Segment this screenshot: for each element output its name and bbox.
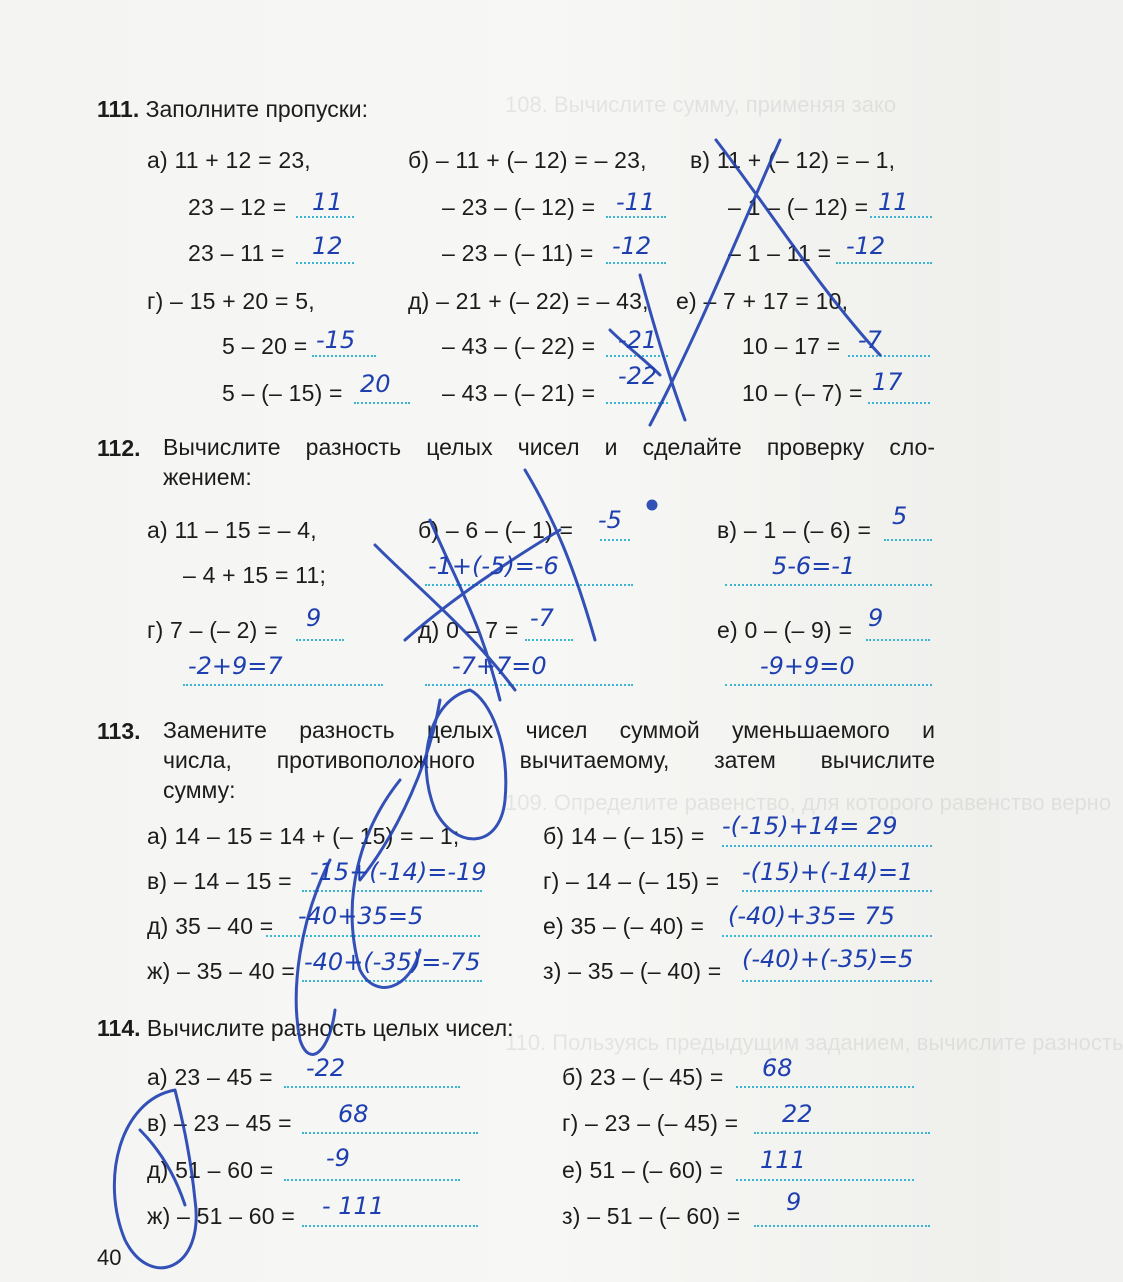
ex111-a-line2: 23 – 11 = (188, 240, 285, 266)
ex114-e-statement: д) 51 – 60 = (147, 1157, 274, 1183)
handwritten-answer: 9 (868, 604, 884, 632)
handwritten-answer: 111 (760, 1146, 806, 1174)
ex113-f-statement: е) 35 – (– 40) = (543, 913, 705, 939)
ex114-g-statement: ж) – 51 – 60 = (147, 1203, 295, 1229)
ex112-d-statement: г) 7 – (– 2) = (147, 617, 278, 643)
ex111-d-line1: 5 – 20 = (222, 333, 308, 359)
ex111-d-statement: г) – 15 + 20 = 5, (147, 288, 315, 314)
bleed-through-text: 109. Определите равенство, для которого равенство верно (505, 790, 1112, 815)
pen-stroke (352, 780, 420, 987)
ex111-f-statement: е) – 7 + 17 = 10, (676, 288, 849, 314)
ex111-b-statement: б) – 11 + (– 12) = – 23, (408, 147, 647, 173)
ex111-e-line1: – 43 – (– 22) = (442, 333, 596, 359)
handwritten-answer: -(15)+(-14)=1 (742, 858, 914, 886)
ex112-title-line1: Вычислите разность целых чисел и сделайте проверку сло- (163, 434, 935, 460)
ex111-d-line2: 5 – (– 15) = (222, 380, 343, 406)
ex111-e-statement: д) – 21 + (– 22) = – 43, (408, 288, 649, 314)
ex113-h-statement: з) – 35 – (– 40) = (543, 958, 722, 984)
handwritten-answer: (-40)+35= 75 (728, 902, 895, 930)
pen-stroke (405, 530, 560, 640)
ex113-a-statement: а) 14 – 15 = 14 + (– 15) = – 1; (147, 823, 460, 849)
handwritten-check: -1+(-5)=-6 (428, 552, 559, 580)
ex111-c-line1: – 1 – (– 12) = (728, 194, 869, 220)
exercise-number: 114. (97, 1015, 141, 1041)
handwritten-answer: -40+35=5 (298, 902, 424, 930)
ex112-title-line2: жением: (163, 464, 252, 490)
handwritten-answer: -22 (306, 1054, 346, 1082)
ex112-a-statement: а) 11 – 15 = – 4, (147, 517, 317, 543)
ex114-c-statement: в) – 23 – 45 = (147, 1110, 292, 1136)
ex111-e-line2: – 43 – (– 21) = (442, 380, 596, 406)
handwritten-answer: -11 (616, 188, 656, 216)
ex113-title-line2: числа, противоположного вычитаемому, затем вычислите (163, 747, 935, 773)
pen-stroke (610, 330, 660, 375)
ex111-b-line2: – 23 – (– 11) = (442, 240, 594, 266)
ex112-e-statement: д) 0 – 7 = (418, 617, 519, 643)
ex114-f-statement: е) 51 – (– 60) = (562, 1157, 724, 1183)
handwritten-answer: 68 (762, 1054, 793, 1082)
ex112-b-statement: б) – 6 – (– 1) = (418, 517, 574, 543)
handwritten-check: -9+9=0 (760, 652, 855, 680)
ex112-a-check: – 4 + 15 = 11; (183, 562, 327, 588)
ex113-title-line1: Замените разность целых чисел суммой уменьшаемого и (163, 717, 935, 743)
ex112-c-statement: в) – 1 – (– 6) = (717, 517, 872, 543)
handwritten-check: -7+7=0 (452, 652, 547, 680)
ex114-h-statement: з) – 51 – (– 60) = (562, 1203, 741, 1229)
page-number: 40 (97, 1245, 122, 1270)
ex111-a-line1: 23 – 12 = (188, 194, 287, 220)
handwritten-answer: 22 (782, 1100, 813, 1128)
handwritten-answer: -22 (618, 362, 658, 390)
bleed-through-text: 108. Вычислите сумму, применяя зако (505, 92, 897, 117)
ex112-f-statement: е) 0 – (– 9) = (717, 617, 853, 643)
ex111-f-line2: 10 – (– 7) = (742, 380, 863, 406)
handwritten-answer: -5 (598, 506, 622, 534)
exercise-title: Заполните пропуски: (145, 96, 369, 122)
handwritten-answer: 12 (312, 232, 343, 260)
pen-stroke (140, 1130, 185, 1205)
pen-stroke (296, 860, 335, 1054)
handwritten-answer: -12 (846, 232, 886, 260)
handwritten-answer: -7 (858, 326, 882, 354)
handwritten-answer: 20 (360, 370, 391, 398)
handwritten-answer: -(-15)+14= 29 (722, 812, 898, 840)
handwritten-answer: 11 (878, 188, 909, 216)
ex114-d-statement: г) – 23 – (– 45) = (562, 1110, 739, 1136)
handwritten-answer: 9 (306, 604, 322, 632)
handwritten-answer: -21 (618, 326, 658, 354)
handwritten-answer: 17 (872, 368, 903, 396)
handwritten-answer: -15 (316, 326, 356, 354)
handwritten-answer: -7 (530, 604, 554, 632)
ex114-a-statement: а) 23 – 45 = (147, 1064, 273, 1090)
pen-stroke (114, 1090, 196, 1268)
handwritten-answer: -40+(-35)=-75 (304, 948, 481, 976)
ex111-b-line1: – 23 – (– 12) = (442, 194, 596, 220)
handwritten-answer: -12 (612, 232, 652, 260)
ex114-b-statement: б) 23 – (– 45) = (562, 1064, 724, 1090)
pen-dot (648, 501, 656, 509)
handwritten-answer: 68 (338, 1100, 369, 1128)
pen-stroke (375, 545, 515, 690)
handwritten-check: 5-6=-1 (772, 552, 856, 580)
pen-stroke (650, 140, 780, 425)
ex111-c-line2: – 1 – 11 = (728, 240, 832, 266)
handwritten-answer: -15+(-14)=-19 (310, 858, 487, 886)
exercise-number: 111. (97, 96, 140, 122)
pen-stroke (525, 470, 595, 640)
exercise-title: Вычислите разность целых чисел: (146, 1015, 514, 1041)
handwritten-answer: 11 (312, 188, 343, 216)
ex113-d-statement: г) – 14 – (– 15) = (543, 868, 720, 894)
exercise-number: 112. (97, 435, 141, 461)
ex113-e-statement: д) 35 – 40 = (147, 913, 274, 939)
ex113-g-statement: ж) – 35 – 40 = (147, 958, 295, 984)
handwritten-answer: - 111 (322, 1192, 385, 1220)
ex111-a-statement: а) 11 + 12 = 23, (147, 147, 311, 173)
bleed-through-text: 110. Пользуясь предыдущим заданием, вычислите разность (505, 1030, 1123, 1055)
handwritten-answer: -9 (326, 1144, 350, 1172)
ex113-title-line3: сумму: (163, 777, 236, 803)
ex113-c-statement: в) – 14 – 15 = (147, 868, 292, 894)
pen-stroke (716, 140, 880, 355)
handwritten-answer: 5 (892, 502, 908, 530)
ex111-f-line1: 10 – 17 = (742, 333, 841, 359)
handwritten-answer: 9 (786, 1188, 802, 1216)
handwritten-answer: (-40)+(-35)=5 (742, 945, 914, 973)
handwritten-check: -2+9=7 (188, 652, 283, 680)
ex113-b-statement: б) 14 – (– 15) = (543, 823, 705, 849)
exercise-number: 113. (97, 718, 141, 744)
ex111-c-statement: в) 11 + (– 12) = – 1, (690, 147, 896, 173)
